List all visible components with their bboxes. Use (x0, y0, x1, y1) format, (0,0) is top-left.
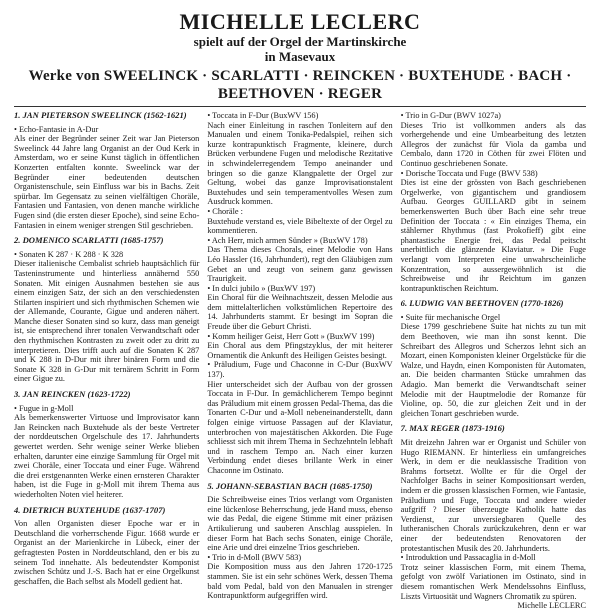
section-text: Von allen Organisten dieser Epoche war er in Deutschland die vorherrschende Figur. 1668 wurde er Organist an der Marienkirche in Lübeck, einer der gefragtesten Posten in Norddeutschland, den er bis zu seinem Tod innehatte. Als bedeutendster Komponist zwischen Schütz und J.-S. Bach hat er eine Orgelkunst geschaffen, die Bach selbst als Modell gedient hat. (14, 519, 200, 586)
column-1 (14, 111, 199, 611)
work-item: • In dulci jubilo » (BuxWV 197) (207, 283, 316, 293)
work-item: • Fugue in g-Moll (14, 403, 74, 413)
work-item: • Introduktion und Passacaglia in d-Moll (400, 553, 536, 563)
work-item: • Echo-Fantasie in A-Dur (14, 124, 99, 134)
section-text: Ein Choral für die Weihnachtszeit, dessen Melodie aus dem mittelalterlichen volkstümlichen Repertoire des 14. Jahrhunderts stammt. Er besingt im Sopran die Freude über die Geburt Christi. (207, 293, 393, 332)
section-text: Die Schreibweise eines Trios verlangt vom Organisten eine lückenlose Beherrschung, jede Hand muss, ebenso wie das Pedal, die eigene Stimme mit einer präzisen Artikulierung und sauberen Anschlag ausspielen. In dieser Form hat Bach sechs Sonaten, einige Choräle, eine Arie und drei einzelne Trios geschrieben. (207, 495, 393, 553)
section-heading-scarlatti: 2. DOMENICO SCARLATTI (1685-1757) (14, 235, 164, 246)
work-item: • Trio in d-Moll (BWV 583) (207, 552, 302, 562)
section-heading-sweelinck: 1. JAN PIETERSON SWEELINCK (1562-1621) (14, 110, 187, 120)
section-text: Das Thema dieses Chorals, einer Melodie von Hans Léo Hassler (16, Jahrhundert), regt den Gläubigen zum Gebet an und zeugt von seinem ganz gewissen Traurigkeit. (207, 245, 393, 284)
work-item: • Sonaten K 287 · K 288 · K 328 (14, 249, 124, 259)
composers-line: Werke von SWEELINCK · SCARLATTI · REINCKEN · BUXTEHUDE · BACH · BEETHOVEN · REGER (28, 68, 572, 102)
section-heading-beethoven: 6. LUDWIG VAN BEETHOVEN (1770-1826) (400, 298, 564, 309)
section-text: Trotz seiner klassischen Form, mit einem Thema, gefolgt von zwölf Variationen im Ostinato, sind in diesem romantischen Werk Mendelssohns Einfluss, Liszts Virtuosität und Wagners Chromatik zu spüren. (400, 562, 586, 601)
column-3 (401, 111, 586, 611)
text-columns (14, 111, 586, 611)
header (14, 10, 586, 103)
header-divider (14, 106, 586, 107)
section-text: Buxtehude verstand es, viele Bibeltexte of der Orgel zu kommentieren. (207, 216, 393, 236)
section-text: Mit dreizehn Jahren war er Organist und Schüler von Hugo RIEMANN. Er hinterliess ein umfangreiches Werk, in dem er die neuklassische Tradition von Brahms fortsetzt. Wollte er für die Orgel der Nachfolger Bachs in seiner Kompositionsart werden, indem er die grossen klassischen Formen, wie Fantasie, Präludium und Fuge, Toccata und andere wieder aufgriff ? Dieser überzeugte Katholik hatte das Verdienst, zur unversiegbaren Quelle des lutheranischen Chorals zurückzukehren, denn er war einer der bedeutendsten Renovatoren der protestantischen Musik des 20. Jahrhunderts. (400, 438, 586, 553)
section-text: Als bemerkenswerter Virtuose und Improvisator kann Jan Reincken nach Buxtehude als der beste Vertreter der norddeutschen Orgelschule des 17. Jahrhunderts gewertet werden. Sehr wenige seiner Werke blieben erhalten, darunter eine einzige Sammlung für Orgel mit zwei Choräle, einer Toccata und einer Fuge. Während die drei erstgenannten Werke einen ernsteren Charakter haben, ist die Fuge in g-Moll mit ihrem Thema aus wiederholten Noten viel heiterer. (14, 413, 200, 499)
section-text: Dieser italienische Cembalist schrieb hauptsächlich für Tasteninstrumente und hinterliess annähernd 550 Sonaten. Mit einigen Ausnahmen bestehen sie aus einem einzigen Satz, der sich an den verschiedensten Stilarten inspiriert und sich rhythmischen Schemen wie der Allemande, Courante, Gigue und anderen nähert. Manche dieser Sonaten sind so kurz, dass man geneigt ist, sie entsprechend ihrer tonalen Verwandtschaft oder den rhythmischen Kontrasten zu zweit oder zu dritt zu interpretieren. Dies trifft auch auf die Sonaten K 287 und K 288 in D-Dur mit ihrer binären Form und die Sonate K 328 in G-Dur mit ternärem Schritt in Form einer Gigue zu. (14, 259, 200, 384)
subtitle-line-2: in Masevaux (264, 49, 336, 64)
work-item: • Dorische Toccata und Fuge (BWV 538) (400, 168, 538, 178)
section-text: Die Komposition muss aus den Jahren 1720-1725 stammen. Sie ist ein sehr schönes Werk, dessen Thema bald vom Pedal, bald von den Manualen in strenger Kontrapunktform aufgegriffen wird. (207, 562, 393, 601)
work-item: • Trio in G-Dur (BWV 1027a) (400, 111, 501, 120)
work-item: • Suite für mechanische Orgel (400, 312, 501, 322)
work-item: • Präludium, Fuge und Chaconne in C-Dur (BuxWV 137). (207, 360, 393, 380)
section-heading-reger: 7. MAX REGER (1873-1916) (400, 423, 505, 434)
section-text: Ein Choral aus dem Pfingstzyklus, der mit heiterer Ornamentik die Ankunft des Heiligen Geistes besingt. (207, 341, 393, 360)
page-title: MICHELLE LECLERC (179, 9, 421, 34)
section-text: Diese 1799 geschriebene Suite hat nichts zu tun mit dem Beethoven, wie man ihn sonst kennt. Die Schreibart des Allegros und Scherzos lehnt sich an Mozart, einen Komponisten kleiner Orgelstücke für die Walze, und Haydn, einen Komponisten für Automaten, an. Die beiden charmanten Stücke umrahmen das Adagio. Man bemerkt die Verwandtschaft seiner Melodie mit der Hauptmelodie der Romanze für Violine, op. 50, die zur gleichen Zeit und in der gleichen Tonart geschrieben wurde. (400, 322, 586, 418)
subtitle-line-1: spielt auf der Orgel der Martinskirche (193, 34, 407, 49)
section-text: Dies ist eine der grössten von Bach geschriebenen Orgelwerke, von gigantischem und grandiosem Aufbau. Georges GUILLARD gibt in seinem bemerkenswerten Buch über Bach eine sehr treue Definition der Toccata : « Ein einziges Thema, ein stählerner Rhythmus (fast Prokofieff) gibt eine phantastische Energie frei, das Pedal peitscht unerbittlich die glänzende Klaviatur. » Die Fuge verlangt vom Interpreten eine unwahrscheinliche Konzentration, so aussergewöhnlich ist die Schreibweise und ihr Reichtum im ganzen kontrapunktischen Reichtum. (400, 178, 586, 293)
section-heading-reincken: 3. JAN REINCKEN (1623-1722) (14, 389, 131, 400)
signature: Michelle LECLERC (517, 601, 586, 611)
work-item: • Toccata in F-Dur (BuxWV 156) (207, 111, 319, 120)
section-text: Nach einer Einleitung in raschen Tonleitern auf den Manualen und einem Tonika-Pedalspiel, reihen sich kurze kontrapunktisch Fragmente, kleinere, durch Brücken verbundene Fugen und melodische Rezitative in schwindelerregendem Tempo aneinander und bringen so die ganze Klangpalette der Orgel zur Geltung, wobei das ganze Improvisationstalent Buxtehudes und sein temperamentvolles Wesen zum Ausdruck kommen. (207, 120, 393, 207)
section-text: Hier unterscheidet sich der Aufbau von der grossen Toccata in F-Dur. In gemächlicherem Tempo beginnt das Präludium mit einem grossen Pedal-Thema, das die Tonarten C-Dur und a-Moll nebeneinanderstellt, dann folgen einige virtuose Passagen auf der Klaviatur, unterbrochen von majestätischen Akkorden. Die Fuge schliesst sich mit ihrem Thema in Sechzehnteln lebhaft und in raschem Tempo an. Nach einer kurzen Verbindung endet dieses brillante Werk in einer Chaconne im Ostinato. (207, 379, 393, 475)
work-item: • Komm heiliger Geist, Herr Gott » (BuxWV 199) (207, 331, 375, 341)
section-text: Dieses Trio ist vollkommen anders als das vorhergehende und eine Umbearbeitung des letzten Allegros der zunächst für Viola da gamba und Cembalo, dann 1720 in Cöthen für zwei Flöten und Continuo geschriebenen Sonate. (400, 120, 586, 168)
section-text: Als einer der Begründer seiner Zeit war Jan Pieterson Sweelinck 44 Jahre lang Organist an der Oud Kerk in Amsterdam, wo er seine Kunst täglich in öffentlichen Konzerten entfalten konnte. Sweelinck war der Begründer einer bedeutenden deutschen Organistenschule, sein Einfluss war bis in Bachs. Zeit spürbar. Im Gegensatz zu seinen vielfältigen Choräle, Fantasien und Fantasien, von denen manche wirkliche Fugen sind (die ersten dieser Epoche), sind seine Echo-Fantasien in einem weniger strengen Stil geschrieben. (14, 134, 200, 230)
section-heading-buxtehude: 4. DIETRICH BUXTEHUDE (1637-1707) (14, 504, 166, 515)
column-2 (207, 111, 392, 611)
section-heading-bach: 5. JOHANN-SEBASTIAN BACH (1685-1750) (207, 480, 373, 491)
work-item: • Choräle : (207, 206, 243, 216)
work-item: • Ach Herr, mich armen Sünder » (BuxWV 178) (207, 235, 368, 245)
